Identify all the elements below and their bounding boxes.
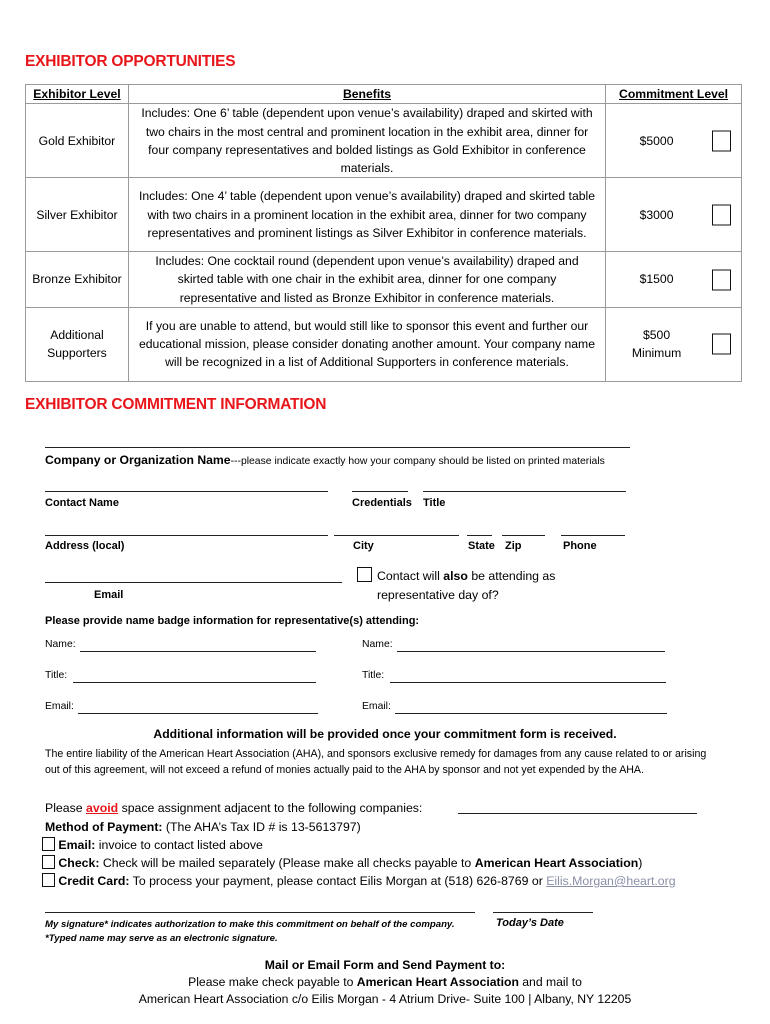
benefits-silver: Includes: One 4’ table (dependent upon venue’s availability) draped and skirted table with two chairs in a prominent location in the exhibit area, dinner for two company representatives and prominent listings as Silver Exhibitor in conference materials. [128, 178, 605, 252]
amount-additional-note: Minimum [631, 346, 682, 361]
company-name-line[interactable] [45, 447, 630, 448]
avoid-post: space assignment adjacent to the following companies: [118, 801, 423, 815]
payment-check-bold: Check: [58, 856, 100, 870]
table-row-bronze [26, 252, 742, 308]
badge-title-input-1[interactable] [73, 682, 316, 683]
badge-name-input-2[interactable] [397, 651, 665, 652]
table-row-additional [26, 307, 742, 381]
payment-heading [45, 820, 361, 834]
state-line[interactable] [467, 535, 492, 536]
badge-email-input-1[interactable] [78, 713, 318, 714]
zip-label: Zip [505, 540, 522, 552]
phone-line[interactable] [561, 535, 625, 536]
badge-email-input-2[interactable] [395, 713, 667, 714]
payment-option-credit-card [42, 873, 676, 888]
contact-name-label: Contact Name [45, 497, 119, 509]
signature-typed-note: *Typed name may serve as an electronic signature. [45, 933, 278, 944]
payment-option-email [42, 837, 263, 852]
additional-checkbox[interactable] [712, 334, 731, 355]
avoid-text [45, 801, 422, 815]
badge-email-label-1: Email: [45, 701, 74, 712]
title-line[interactable] [423, 491, 626, 492]
section-title-exhibitor-opportunities: EXHIBITOR OPPORTUNITIES [25, 53, 236, 70]
email-line[interactable] [45, 582, 342, 583]
badge-name-label-1: Name: [45, 639, 76, 650]
address-label: Address (local) [45, 540, 125, 552]
table-row-gold [26, 104, 742, 178]
badge-name-label-2: Name: [362, 639, 393, 650]
commitment-additional [606, 307, 742, 381]
mail-heading: Mail or Email Form and Send Payment to: [264, 958, 506, 972]
badge-heading: Please provide name badge information for representative(s) attending: [45, 615, 420, 627]
header-benefits: Benefits [128, 85, 605, 104]
badge-title-input-2[interactable] [390, 682, 666, 683]
zip-line[interactable] [502, 535, 545, 536]
avoid-pre: Please [45, 801, 87, 815]
amount-gold: $5000 [639, 133, 674, 148]
level-additional: Additional Supporters [26, 307, 129, 381]
city-label: City [353, 540, 374, 552]
benefits-bronze: Includes: One cocktail round (dependent upon venue’s availability) draped and skirted table with one chair in the exhibit area, dinner for one company representative and listed as Bronze Exhibitor in conference materials. [128, 252, 605, 308]
attending-bold: also [443, 569, 468, 583]
attending-text-line2: representative day of? [377, 588, 499, 602]
state-label: State [468, 540, 495, 552]
date-line[interactable] [493, 912, 593, 913]
title-label: Title [423, 497, 446, 509]
commitment-silver [606, 178, 742, 252]
payment-check-payee: American Heart Association [474, 856, 639, 870]
gold-checkbox[interactable] [712, 130, 731, 151]
payment-option-check [42, 855, 642, 870]
signature-line[interactable] [45, 912, 475, 913]
mail-address: American Heart Association c/o Eilis Morgan - 4 Atrium Drive- Suite 100 | Albany, NY 12205 [138, 992, 632, 1006]
payment-cc-checkbox[interactable] [42, 873, 55, 887]
company-label [45, 453, 605, 467]
table-row-silver [26, 178, 742, 252]
payment-check-end: ) [638, 856, 643, 870]
attending-pre: Contact will [377, 569, 444, 583]
payment-email-bold: Email: [58, 838, 96, 852]
payment-cc-rest: To process your payment, please contact Eilis Morgan at (518) 626-8769 or [129, 874, 547, 888]
payment-check-rest: Check will be mailed separately (Please make all checks payable to [99, 856, 475, 870]
liability-text: The entire liability of the American Heart Association (AHA), and sponsors exclusive remedy for damages from any cause related to or arising out of this agreement, will not exceed a refund of monies actually paid to the AHA by sponsor and not yet expended by the AHA. [45, 748, 707, 776]
benefits-gold: Includes: One 6’ table (dependent upon venue’s availability) draped and skirted with two chairs in the most central and prominent location in the exhibit area, dinner for four company representatives and bolded listings as Gold Exhibitor in conference materials. [128, 104, 605, 178]
attending-text [377, 569, 555, 583]
city-line[interactable] [334, 535, 459, 536]
credentials-label: Credentials [352, 497, 412, 509]
additional-info: Additional information will be provided once your commitment form is received. [153, 727, 617, 741]
signature-note: My signature* indicates authorization to make this commitment on behalf of the company. [45, 919, 455, 930]
header-exhibitor-level: Exhibitor Level [26, 85, 129, 104]
contact-name-line[interactable] [45, 491, 328, 492]
badge-email-label-2: Email: [362, 701, 391, 712]
mail-line1 [0, 975, 770, 989]
table-header-row [26, 85, 742, 104]
badge-name-input-1[interactable] [80, 651, 316, 652]
level-gold: Gold Exhibitor [26, 104, 129, 178]
attending-post: be attending as [467, 569, 556, 583]
payment-cc-email-link[interactable]: Eilis.Morgan@heart.org [546, 874, 676, 888]
benefits-additional: If you are unable to attend, but would still like to sponsor this event and further our educational mission, please consider donating another amount. Your company name will be recognized in a list of Additional Supporters in conference materials. [128, 307, 605, 381]
commitment-gold [606, 104, 742, 178]
todays-date-label: Today’s Date [496, 917, 564, 929]
avoid-word: avoid [86, 801, 119, 815]
header-commitment-level: Commitment Level [606, 85, 742, 104]
level-silver: Silver Exhibitor [26, 178, 129, 252]
payment-heading-rest: (The AHA’s Tax ID # is 13-5613797) [162, 820, 361, 834]
amount-bronze: $1500 [639, 272, 674, 287]
mail-line1-pre: Please make check payable to [188, 975, 357, 989]
commitment-bronze [606, 252, 742, 308]
bronze-checkbox[interactable] [712, 269, 731, 290]
amount-silver: $3000 [639, 207, 674, 222]
mail-line1-bold: American Heart Association [356, 975, 519, 989]
avoid-companies-line[interactable] [458, 813, 697, 814]
payment-email-checkbox[interactable] [42, 837, 55, 851]
payment-heading-bold: Method of Payment: [45, 820, 163, 834]
credentials-line[interactable] [352, 491, 408, 492]
payment-cc-bold: Credit Card: [58, 874, 130, 888]
level-bronze: Bronze Exhibitor [26, 252, 129, 308]
amount-additional: $500 [642, 328, 671, 343]
mail-line1-post: and mail to [518, 975, 582, 989]
email-label: Email [94, 589, 124, 601]
exhibitor-opportunities-table [25, 84, 742, 382]
payment-email-rest: invoice to contact listed above [95, 838, 263, 852]
badge-title-label-1: Title: [45, 670, 68, 681]
address-line[interactable] [45, 535, 328, 536]
section-title-commitment-info: EXHIBITOR COMMITMENT INFORMATION [25, 396, 327, 413]
phone-label: Phone [563, 540, 597, 552]
payment-check-checkbox[interactable] [42, 855, 55, 869]
attending-checkbox[interactable] [357, 567, 372, 582]
company-label-text: Company or Organization Name [45, 453, 231, 467]
silver-checkbox[interactable] [712, 204, 731, 225]
badge-title-label-2: Title: [362, 670, 385, 681]
company-note: ---please indicate exactly how your company should be listed on printed materials [230, 456, 605, 467]
